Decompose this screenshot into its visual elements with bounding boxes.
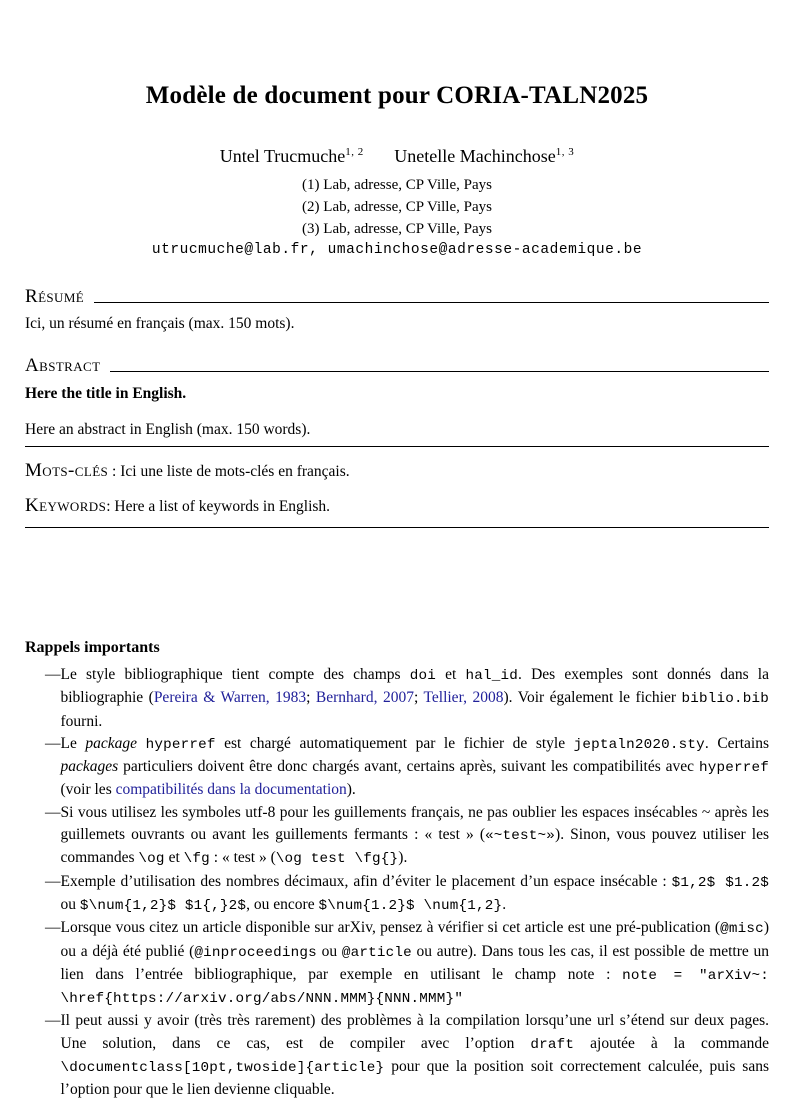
keywords-text: Here a list of keywords in English. [114,498,331,515]
abstract-text: Here an abstract in English (max. 150 words). [25,421,769,447]
text-run: ). [398,849,408,867]
reminder-item [25,871,769,918]
text-run: Le [60,734,86,752]
item-dash-marker: — [45,1012,61,1030]
item-dash-marker: — [45,919,61,937]
text-run: , ou encore [246,895,319,913]
motscles-text: Ici une liste de mots-clés en français. [120,463,350,480]
author-name: Untel Trucmuche [219,146,346,166]
inline-link[interactable]: Bernhard, 2007 [315,689,414,707]
text-run: package [85,734,138,752]
section-heading-resume [25,287,769,307]
text-run: Si vous utilisez les symboles utf-8 pour les guillements français, ne pas oublier les espaces insécables ~ après les guillemets ouvrants ou avant les guillements fermants : « test » ( [60,803,769,844]
inline-link[interactable]: Tellier, 2008 [423,689,504,707]
text-run: doi [409,668,436,684]
text-run: packages [60,758,119,776]
text-run: ou [316,942,342,960]
text-run: $\num{1,2}$ $1{,}2$ [79,897,247,914]
text-run: draft [530,1036,575,1053]
item-text [61,917,770,1010]
reminders-heading: Rappels importants [25,639,160,656]
text-run: «~test~» [485,828,556,845]
text-run: $\num{1.2}$ \num{1,2} [318,897,503,914]
affiliation-line: (1) Lab, adresse, CP Ville, Pays [302,177,492,193]
text-run: @inproceedings [194,944,317,961]
separator-rule [25,527,769,528]
keywords-separator: : [106,498,115,515]
item-dash-marker: — [45,872,61,890]
author-name: Unetelle Machinchose [394,146,556,166]
text-run: biblio.bib [681,691,770,708]
abstract-title-english: Here the title in English. [25,385,187,402]
page-title: Modèle de document pour CORIA-TALN2025 [145,82,649,109]
text-run: \og [138,851,165,868]
affiliations [25,174,769,240]
text-run: ; [306,689,316,707]
abstract-heading-label: Abstract [25,355,101,376]
reminder-item [25,1010,769,1101]
resume-text: Ici, un résumé en français (max. 150 mots). [25,315,295,332]
motscles-label: Mots-clés [25,460,109,481]
text-run: \og test \fg{} [275,851,399,868]
text-run: ) ou a déjà été publié ( [60,919,769,960]
text-run: \fg [183,851,210,868]
text-run: ). Voir également le fichier [503,689,682,707]
email-line: utrucmuche@lab.fr, umachinchose@adresse-academique.be [151,242,643,258]
reminder-item [25,733,769,802]
reminder-item [25,917,769,1010]
resume-heading-label: Résumé [25,286,85,307]
motscles-separator: : [108,463,121,480]
text-run: et [164,849,184,867]
motscles-line [25,460,769,482]
text-run: particuliers doivent être donc chargés avant, certains après, suivant les compatibilités avec [118,758,699,776]
author-superscript: 1, 2 [345,146,364,158]
text-run: est chargé automatiquement par le fichier de style [215,734,574,752]
text-run: ajoutée à la commande [574,1034,769,1052]
reminder-item [25,664,769,733]
text-run [137,735,146,752]
author-superscript: 1, 3 [555,146,575,158]
keywords-label: Keywords [25,495,107,516]
text-run: ou autre). Dans tous les cas, il est possible de mettre un lien dans l’entrée bibliographique, par exemple en utilisant le champ note : [60,942,770,983]
text-run: ). Sinon, vous pouvez utiliser les commandes [60,826,769,867]
text-run: . Certains [704,734,769,752]
item-text [61,733,770,802]
keywords-line [25,495,769,517]
text-run: $1,2$ $1.2$ [671,874,769,891]
text-run: note = "arXiv~: \href{https://arxiv.org/abs/NNN.MMM}{NNN.MMM}" [60,967,769,1008]
author-1 [220,146,364,166]
section-heading-abstract [25,356,769,376]
text-run: \documentclass[10pt,twoside]{article} [60,1060,385,1077]
item-dash-marker: — [45,734,61,752]
heading-rule [94,302,769,303]
text-run: pour que la position soit correctement calculée, puis sans l’option pour que le lien devienne cliquable. [60,1058,769,1099]
author-line [25,146,769,167]
text-run: Il peut aussi y avoir (très très rarement) des problèmes à la compilation lorsqu’une url s’étend sur deux pages. Une solution, dans ce cas, est de compiler avec l’option [60,1012,769,1052]
heading-rule [110,371,769,372]
text-run: ; [413,689,424,707]
text-run: hyperref [698,760,769,777]
item-text [61,802,770,871]
text-run: . [502,895,507,913]
text-run: Lorsque vous citez un article disponible sur arXiv, pensez à vérifier si cet article est une pré-publication ( [60,919,721,937]
text-run: hyperref [145,736,216,753]
reminders-list [25,664,769,1102]
author-2 [394,146,574,166]
text-run: @misc [720,921,764,938]
inline-link[interactable]: compatibilités dans la documentation [115,781,347,799]
text-run: Le style bibliographique tient compte des champs [60,666,410,683]
text-run: Exemple d’utilisation des nombres décimaux, afin d’éviter le placement d’un espace insécable : [60,872,672,890]
item-text [61,1010,770,1101]
item-text [61,664,770,733]
text-run: et [435,666,466,683]
text-run: fourni. [60,712,103,730]
item-dash-marker: — [45,803,61,821]
reminder-item [25,802,769,871]
affiliation-line: (3) Lab, adresse, CP Ville, Pays [302,221,492,237]
affiliation-line: (2) Lab, adresse, CP Ville, Pays [302,199,492,215]
text-run: hal_id [465,668,519,684]
text-run: ). [346,781,356,799]
item-dash-marker: — [45,666,61,683]
text-run: @article [341,944,412,961]
text-run: : « test » ( [209,849,276,867]
text-run: ou [60,895,80,913]
item-text [61,871,770,918]
text-run: . Des exemples sont donnés dans la bibliographie ( [60,666,769,707]
text-run: (voir les [60,781,116,799]
text-run: jeptaln2020.sty [573,736,705,753]
inline-link[interactable]: Pereira & Warren, 1983 [153,689,307,707]
